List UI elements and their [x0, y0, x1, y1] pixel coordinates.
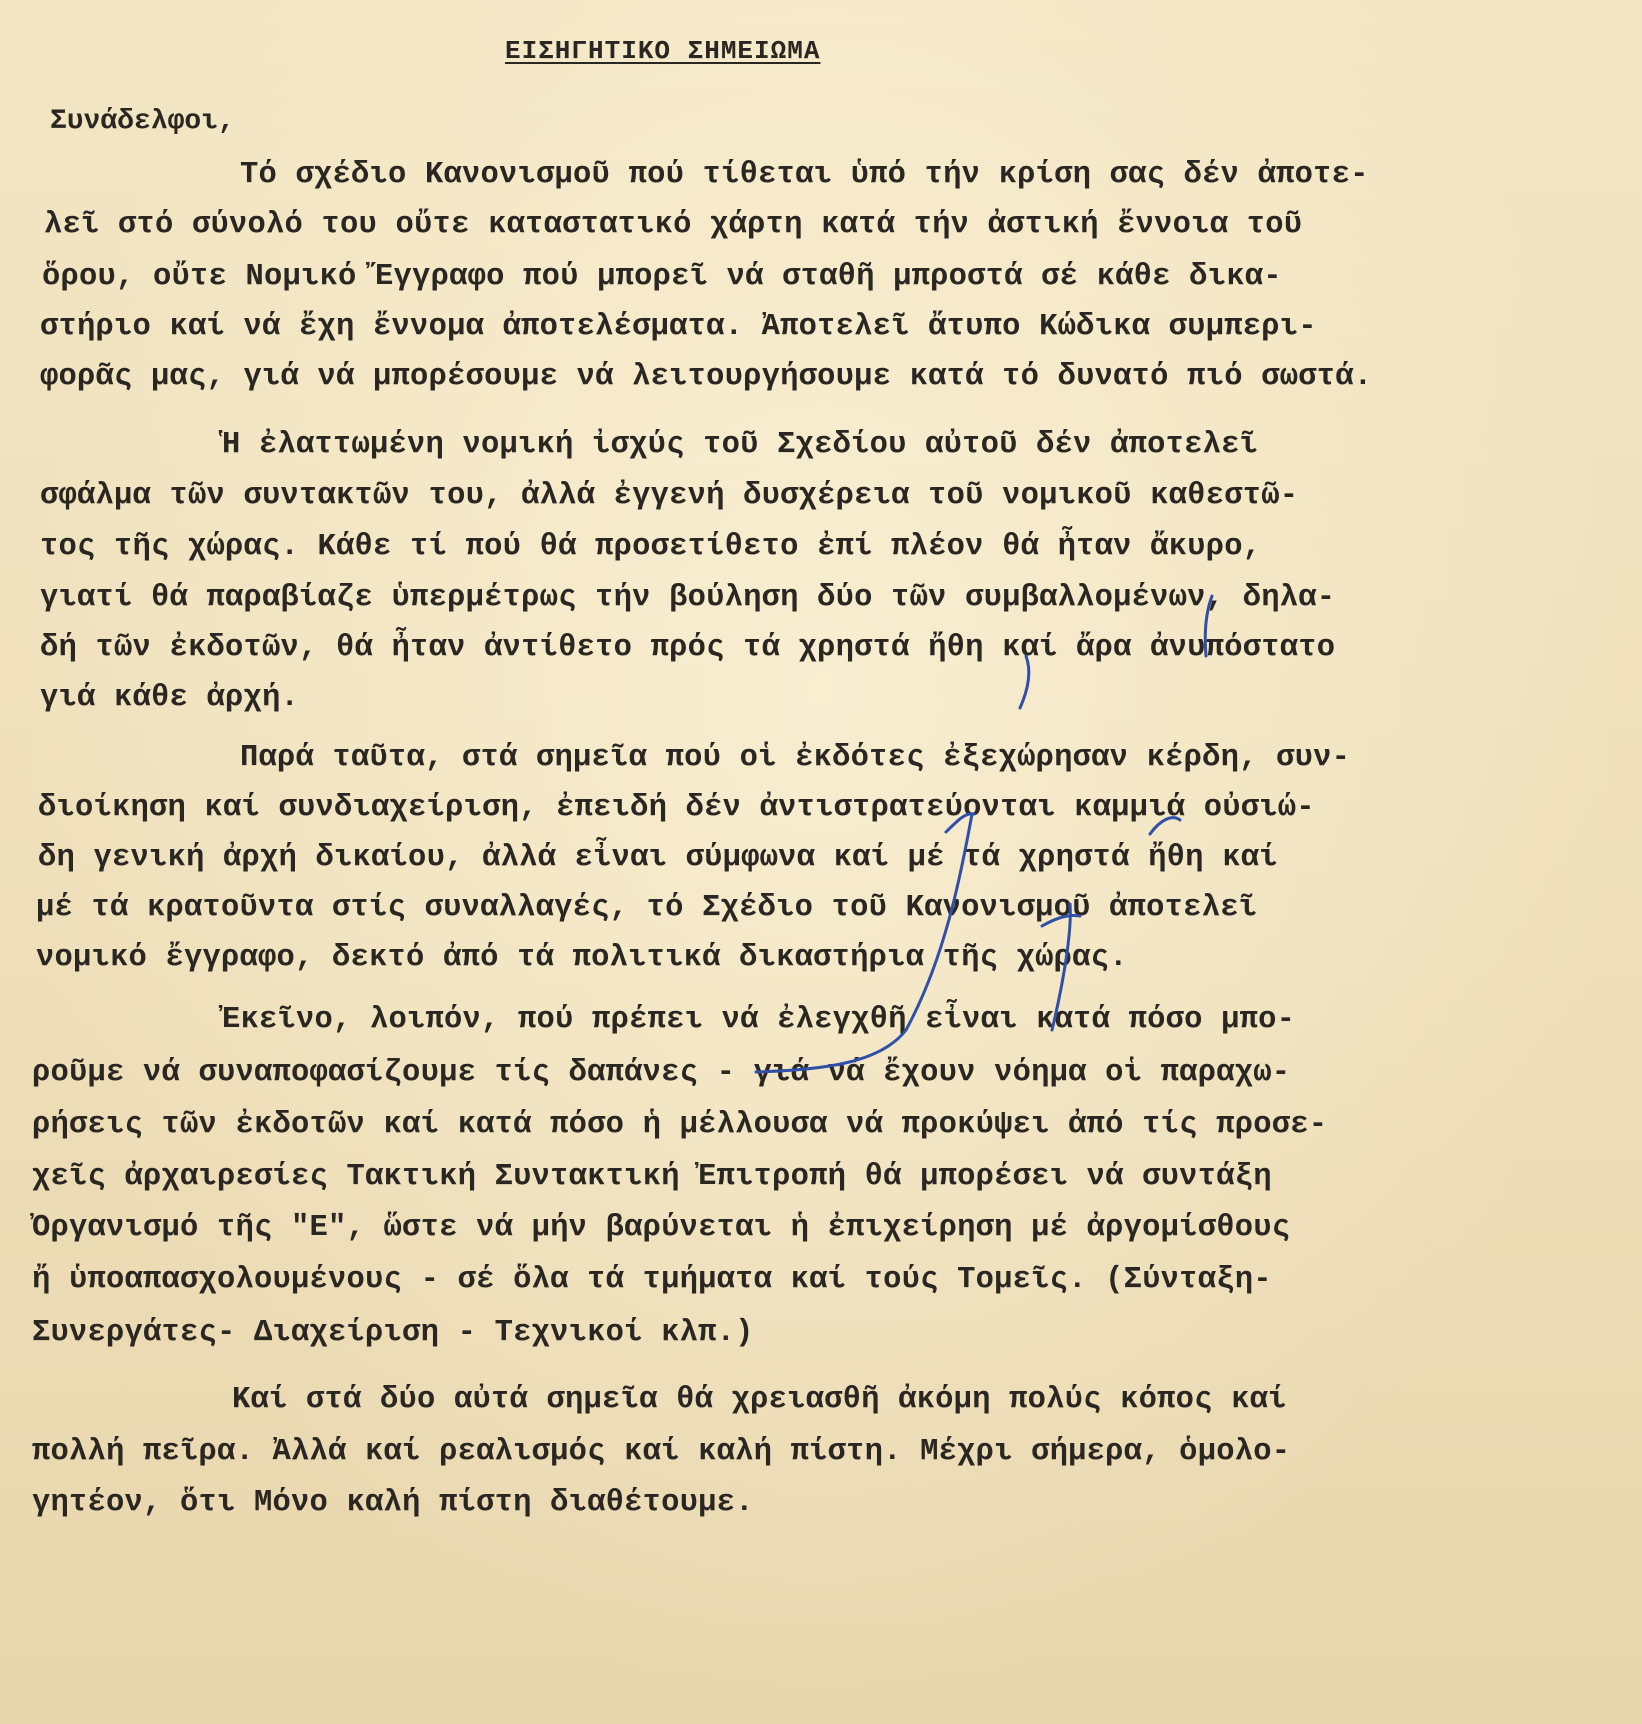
text-line: χεῖς ἀρχαιρεσίες Τακτική Συντακτική Ἐπιτροπή θά μπορέσει νά συντάξη: [32, 1160, 1272, 1194]
text-line: Ὀργανισμό τῆς "Ε", ὥστε νά μήν βαρύνεται ἡ ἐπιχείρηση μέ ἀργομίσθους: [32, 1211, 1291, 1245]
text-line: φορᾶς μας, γιά νά μπορέσουμε νά λειτουργήσουμε κατά τό δυνατό πιό σωστά.: [40, 360, 1373, 394]
text-line: λεῖ στό σύνολό του οὔτε καταστατικό χάρτη κατά τήν ἀστική ἔννοια τοῦ: [44, 208, 1303, 242]
text-line: ροῦμε νά συναποφασίζουμε τίς δαπάνες - γιά νά ἔχουν νόημα οἱ παραχω-: [32, 1056, 1291, 1090]
text-line: γιατί θά παραβίαζε ὑπερμέτρως τήν βούληση δύο τῶν συμβαλλομένων, δηλα-: [40, 581, 1336, 615]
pen-mark-symbol: [1150, 818, 1180, 834]
text-line: μέ τά κρατοῦντα στίς συναλλαγές, τό Σχέδιο τοῦ Κανονισμοῦ ἀποτελεῖ: [36, 891, 1258, 925]
pen-mark-symbol: [756, 814, 972, 1072]
text-line: δή τῶν ἐκδοτῶν, θά ἦταν ἀντίθετο πρός τά χρηστά ἤθη καί ἄρα ἀνυπόστατο: [40, 631, 1336, 665]
document-title: ΕΙΣΗΓΗΤΙΚΟ ΣΗΜΕΙΩΜΑ: [505, 36, 821, 66]
text-line: γιά κάθε ἀρχή.: [40, 681, 300, 715]
text-line: Τό σχέδιο Κανονισμοῦ πού τίθεται ὑπό τήν κρίση σας δέν ἀποτε-: [240, 158, 1369, 192]
pen-mark-symbol: [1205, 596, 1212, 656]
text-line: Συνεργάτες- Διαχείριση - Τεχνικοί κλπ.): [32, 1316, 754, 1350]
text-line: τος τῆς χώρας. Κάθε τί πού θά προσετίθετο ἐπί πλέον θά ἦταν ἄκυρο,: [40, 530, 1262, 564]
greeting: Συνάδελφοι,: [50, 106, 235, 137]
text-line: ὅρου, οὔτε Νομικό Ἔγγραφο πού μπορεῖ νά σταθῆ μπροστά σέ κάθε δικα-: [42, 260, 1282, 294]
pen-mark-symbol: [1020, 656, 1029, 708]
pen-strokes: [756, 596, 1212, 1072]
text-line: ρήσεις τῶν ἐκδοτῶν καί κατά πόσο ἡ μέλλουσα νά προκύψει ἀπό τίς προσε-: [32, 1108, 1328, 1142]
text-line: δη γενική ἀρχή δικαίου, ἀλλά εἶναι σύμφωνα καί μέ τά χρηστά ἤθη καί: [38, 841, 1278, 875]
pen-mark-symbol: [1052, 904, 1070, 1030]
text-line: στήριο καί νά ἔχη ἔννομα ἀποτελέσματα. Ἀποτελεῖ ἄτυπο Κώδικα συμπερι-: [40, 310, 1317, 344]
text-line: πολλή πεῖρα. Ἀλλά καί ρεαλισμός καί καλή πίστη. Μέχρι σήμερα, ὁμολο-: [32, 1435, 1291, 1469]
pen-mark-symbol: [1042, 915, 1080, 926]
text-line: Ἡ ἐλαττωμένη νομική ἰσχύς τοῦ Σχεδίου αὐτοῦ δέν ἀποτελεῖ: [222, 428, 1259, 462]
text-line: Παρά ταῦτα, στά σημεῖα πού οἱ ἐκδότες ἐξεχώρησαν κέρδη, συν-: [240, 741, 1351, 775]
text-line: ἤ ὑποαπασχολουμένους - σέ ὅλα τά τμήματα καί τούς Τομεῖς. (Σύνταξη-: [32, 1263, 1272, 1297]
text-line: Καί στά δύο αὐτά σημεῖα θά χρειασθῆ ἀκόμη πολύς κόπος καί: [232, 1383, 1287, 1417]
text-line: Ἐκεῖνο, λοιπόν, πού πρέπει νά ἐλεγχθῆ εἶναι κατά πόσο μπο-: [222, 1003, 1296, 1037]
text-line: γητέον, ὅτι Μόνο καλή πίστη διαθέτουμε.: [32, 1486, 754, 1520]
text-line: σφάλμα τῶν συντακτῶν του, ἀλλά ἐγγενή δυσχέρεια τοῦ νομικοῦ καθεστῶ-: [40, 479, 1299, 513]
text-line: διοίκηση καί συνδιαχείριση, ἐπειδή δέν ἀντιστρατεύονται καμμιά οὐσιώ-: [38, 791, 1315, 825]
text-line: νομικό ἔγγραφο, δεκτό ἀπό τά πολιτικά δικαστήρια τῆς χώρας.: [36, 941, 1128, 975]
